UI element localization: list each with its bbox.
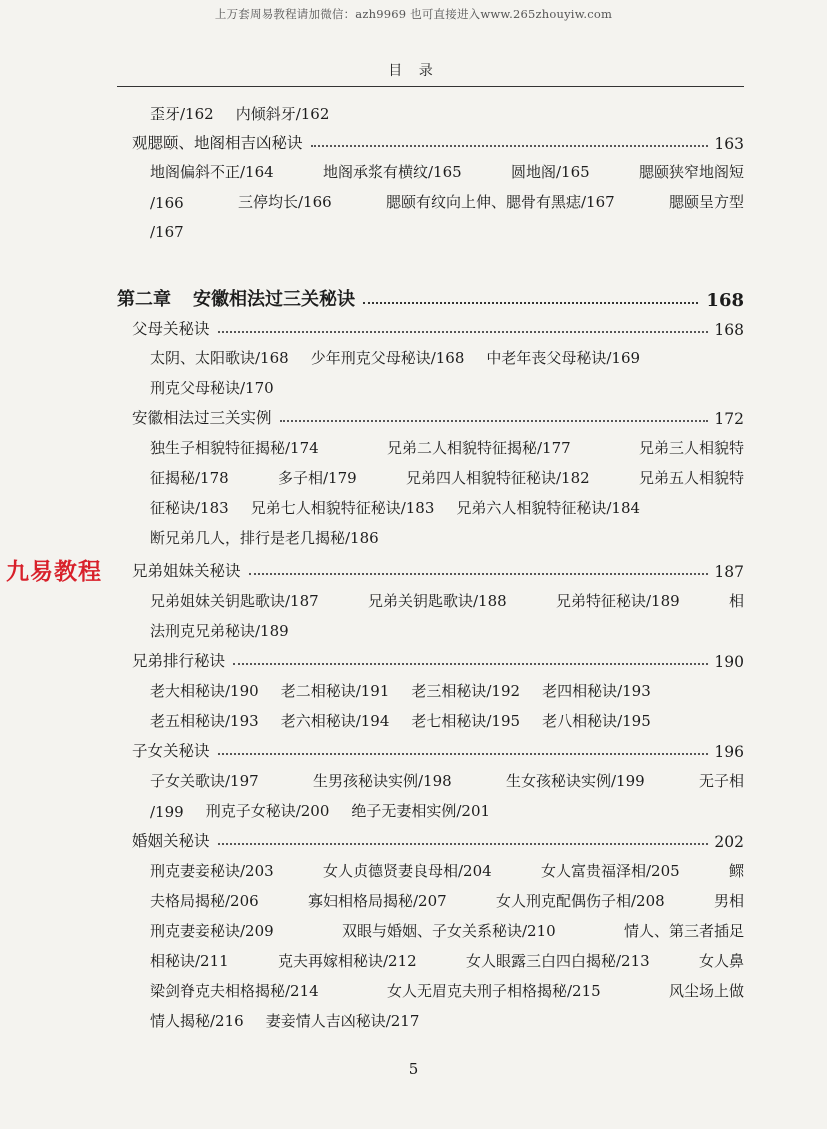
toc-subentry: 风尘场上做 — [668, 982, 744, 1000]
toc-section — [132, 557, 744, 581]
toc-subentry: 生女孩秘诀实例/199 — [505, 772, 645, 790]
toc-subentries — [150, 217, 744, 241]
toc-subentry: 克夫再嫁相秘诀/212 — [277, 952, 417, 970]
toc-section — [132, 404, 744, 428]
toc-subentry: 兄弟三人相貌特 — [638, 439, 744, 457]
toc-subentry: 少年刑克父母秘诀/168 — [310, 349, 465, 367]
toc-subentry: 老大相秘诀/190 — [150, 682, 259, 700]
toc-section — [132, 827, 744, 851]
toc-subentry: 女人富贵福泽相/205 — [540, 862, 680, 880]
toc-subentry: 鳏 — [728, 862, 744, 880]
toc-subentries — [150, 917, 744, 941]
toc-subentry: 刑克子女秘诀/200 — [205, 802, 330, 820]
dot-leader — [311, 145, 709, 147]
toc-subentries — [150, 100, 744, 124]
section-title: 兄弟排行秘诀 — [132, 652, 226, 670]
toc-subentry: 兄弟五人相貌特 — [638, 469, 744, 487]
toc-subentry: 兄弟七人相貌特征秘诀/183 — [250, 499, 435, 517]
toc-subentries — [150, 617, 744, 641]
side-watermark: 九易教程 — [6, 559, 102, 585]
toc-subentries — [150, 494, 744, 518]
toc-subentry: /199 — [150, 803, 184, 821]
toc-subentry: 寡妇相格局揭秘/207 — [307, 892, 447, 910]
toc-subentry: 兄弟二人相貌特征揭秘/177 — [386, 439, 571, 457]
toc-subentries — [150, 434, 744, 458]
toc-subentries — [150, 344, 744, 368]
running-header-title: 目 录 — [388, 63, 439, 79]
dot-leader — [249, 573, 709, 575]
toc-subentry: 独生子相貌特征揭秘/174 — [150, 439, 319, 457]
toc-subentry: 子女关歌诀/197 — [150, 772, 259, 790]
toc-subentries — [150, 464, 744, 488]
toc-subentry: 女人鼻 — [698, 952, 744, 970]
toc-subentry: 腮颐有纹向上伸、腮骨有黑痣/167 — [385, 193, 615, 211]
toc-subentries — [150, 587, 744, 611]
toc-subentry: 老四相秘诀/193 — [542, 682, 651, 700]
toc-chapter — [117, 283, 744, 311]
section-title: 观腮颐、地阁相吉凶秘诀 — [132, 134, 303, 152]
toc-subentry: 圆地阁/165 — [510, 163, 590, 181]
dot-leader — [233, 663, 708, 665]
toc-subentries — [150, 524, 744, 548]
toc-subentry: 腮颐狭窄地阁短 — [638, 163, 744, 181]
toc-subentry: 多子相/179 — [277, 469, 357, 487]
section-title: 安徽相法过三关实例 — [132, 409, 272, 427]
toc-section — [132, 129, 744, 153]
toc-subentry: 女人贞德贤妻良母相/204 — [322, 862, 492, 880]
section-title: 子女关秘诀 — [132, 742, 210, 760]
toc-subentry: 刑克妻妾秘诀/209 — [150, 922, 274, 940]
toc-subentries — [150, 767, 744, 791]
toc-subentry: 女人无眉克夫刑子相格揭秘/215 — [386, 982, 601, 1000]
dot-leader — [218, 843, 709, 845]
chapter-name: 安徽相法过三关秘诀 — [193, 289, 355, 310]
toc-section — [132, 647, 744, 671]
toc-subentry: 相秘诀/211 — [150, 952, 229, 970]
toc-subentries — [150, 977, 744, 1001]
dot-leader — [218, 331, 709, 333]
toc-subentry: 无子相 — [698, 772, 744, 790]
page-ref: 163 — [714, 135, 744, 153]
toc-subentry: 兄弟四人相貌特征秘诀/182 — [405, 469, 590, 487]
section-title: 兄弟姐妹关秘诀 — [132, 562, 241, 580]
toc-subentry: 女人刑克配偶伤子相/208 — [495, 892, 665, 910]
toc-subentry: 地阁偏斜不正/164 — [150, 163, 274, 181]
toc-subentry: 法刑克兄弟秘诀/189 — [150, 622, 289, 640]
toc-subentry: 绝子无妻相实例/201 — [351, 802, 491, 820]
page-ref: 190 — [714, 653, 744, 671]
toc-subentry: 相 — [728, 592, 744, 610]
toc-subentry: 地阁承浆有横纹/165 — [322, 163, 462, 181]
toc-subentry: 梁剑脊克夫相格揭秘/214 — [150, 982, 319, 1000]
toc-subentry: 老六相秘诀/194 — [280, 712, 390, 730]
watermark-text: 上万套周易教程请加微信：azh9969 也可直接进入www.265zhouyiw.com — [214, 7, 613, 21]
toc-subentry: 歪牙/162 — [150, 105, 214, 123]
toc-subentries — [150, 707, 744, 731]
toc-subentry: 太阴、太阳歌诀/168 — [150, 349, 289, 367]
toc-subentries — [150, 374, 744, 398]
page-ref: 172 — [714, 410, 744, 428]
toc-subentry: 内倾斜牙/162 — [235, 105, 330, 123]
dot-leader — [218, 753, 709, 755]
toc-subentry: 兄弟姐妹关钥匙歌诀/187 — [150, 592, 319, 610]
toc-subentry: /166 — [150, 194, 184, 212]
toc-subentry: /167 — [150, 223, 184, 241]
toc-subentry: 老二相秘诀/191 — [280, 682, 390, 700]
toc-subentry: 征秘诀/183 — [150, 499, 229, 517]
toc-subentry: 男相 — [713, 892, 744, 910]
toc-subentry: 兄弟六人相貌特征秘诀/184 — [456, 499, 641, 517]
toc-subentry: 征揭秘/178 — [150, 469, 229, 487]
toc-subentry: 腮颐呈方型 — [668, 193, 744, 211]
toc-subentry: 女人眼露三白四白揭秘/213 — [465, 952, 650, 970]
toc-subentry: 断兄弟几人，排行是老几揭秘/186 — [150, 529, 379, 547]
toc-subentries — [150, 158, 744, 182]
chapter-title — [117, 285, 355, 311]
toc-subentries — [150, 1007, 744, 1031]
toc-subentry: 中老年丧父母秘诀/169 — [486, 349, 641, 367]
section-title: 父母关秘诀 — [132, 320, 210, 338]
toc-subentries — [150, 188, 744, 212]
toc-subentries — [150, 677, 744, 701]
toc-subentry: 老七相秘诀/195 — [411, 712, 521, 730]
toc-subentry: 刑克父母秘诀/170 — [150, 379, 274, 397]
toc-subentry: 双眼与婚姻、子女关系秘诀/210 — [341, 922, 556, 940]
toc-subentry: 妻妾情人吉凶秘诀/217 — [265, 1012, 420, 1030]
page-ref: 196 — [714, 743, 744, 761]
toc-subentry: 老五相秘诀/193 — [150, 712, 259, 730]
toc-subentries — [150, 887, 744, 911]
page-ref: 168 — [714, 321, 744, 339]
section-title: 婚姻关秘诀 — [132, 832, 210, 850]
toc-subentry: 兄弟特征秘诀/189 — [555, 592, 680, 610]
page-number: 5 — [408, 1060, 419, 1078]
toc-subentry: 兄弟关钥匙歌诀/188 — [367, 592, 507, 610]
toc-section — [132, 315, 744, 339]
dot-leader — [280, 420, 709, 422]
toc-subentry: 生男孩秘诀实例/198 — [312, 772, 452, 790]
page-ref: 187 — [714, 563, 744, 581]
toc-subentry: 刑克妻妾秘诀/203 — [150, 862, 274, 880]
page-ref: 168 — [706, 290, 744, 311]
toc-subentry: 夫格局揭秘/206 — [150, 892, 259, 910]
toc-subentry: 老三相秘诀/192 — [411, 682, 521, 700]
toc-subentry: 情人、第三者插足 — [623, 922, 744, 940]
toc-section — [132, 737, 744, 761]
chapter-label: 第二章 — [117, 289, 171, 310]
toc-subentries — [150, 947, 744, 971]
toc-subentries — [150, 797, 744, 821]
page-ref: 202 — [714, 833, 744, 851]
toc-subentry: 老八相秘诀/195 — [542, 712, 651, 730]
dot-leader — [363, 302, 698, 304]
toc-subentry: 情人揭秘/216 — [150, 1012, 244, 1030]
toc-subentry: 三停均长/166 — [237, 193, 332, 211]
toc-subentries — [150, 857, 744, 881]
